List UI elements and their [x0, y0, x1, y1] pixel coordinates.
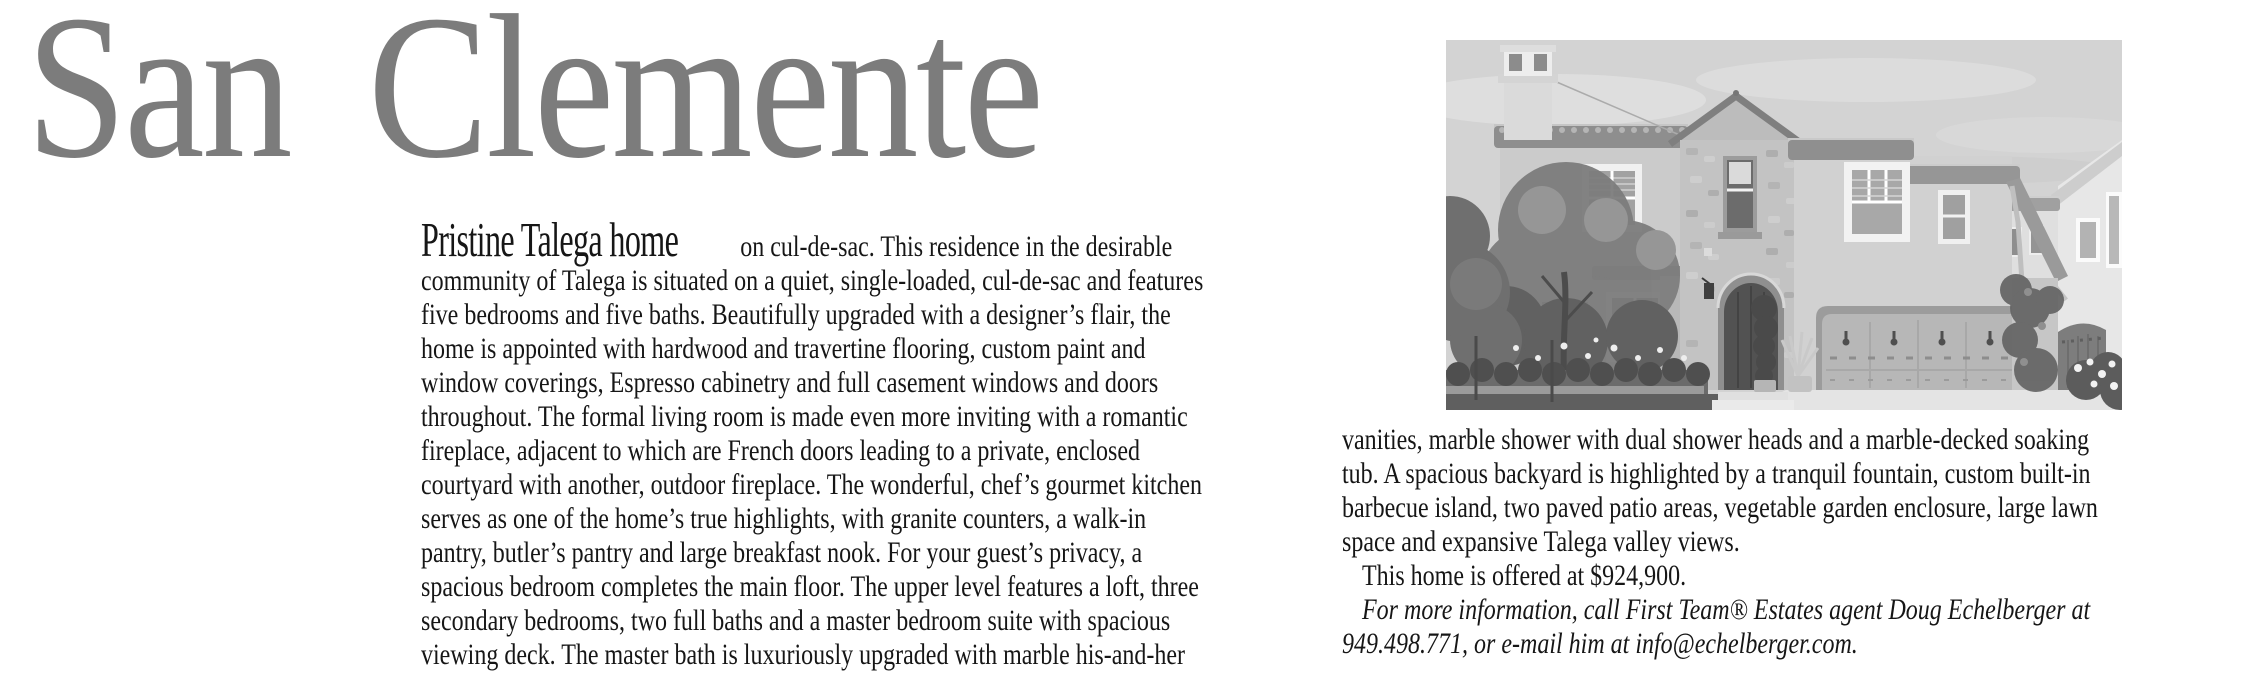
body-text-line: home is appointed with hardwood and travertine flooring, custom paint and [421, 332, 1146, 365]
lead-rest-text: on cul-de-sac. This residence in the desirable [740, 230, 1173, 263]
body-text-line: community of Talega is situated on a quiet, single-loaded, cul-de-sac and features [421, 264, 1204, 297]
body-text-line: tub. A spacious backyard is highlighted by a tranquil fountain, custom built-in [1342, 457, 2091, 490]
lead-line [421, 212, 1389, 267]
contact-text-line: For more information, call First Team® Estates agent Doug Echelberger at [1362, 593, 2091, 626]
body-text-line: spacious bedroom completes the main floor. The upper level features a loft, three [421, 570, 1199, 603]
contact-text-line: 949.498.771, or e-mail him at info@echelberger.com. [1342, 627, 1858, 660]
body-text-line: viewing deck. The master bath is luxuriously upgraded with marble his-and-her [421, 638, 1186, 671]
lead-in-wrap [421, 212, 729, 267]
body-text-line: five bedrooms and five baths. Beautifully upgraded with a designer’s flair, the [421, 298, 1171, 331]
lead-in-text: Pristine Talega home [421, 212, 679, 267]
body-text-line: window coverings, Espresso cabinetry and full casement windows and doors [421, 366, 1159, 399]
left-column-lines [421, 264, 1389, 672]
body-text-line: serves as one of the home’s true highlights, with granite counters, a walk-in [421, 502, 1147, 535]
price-line: This home is offered at $924,900. [1362, 559, 1687, 592]
body-text-line: vanities, marble shower with dual shower heads and a marble-decked soaking [1342, 423, 2090, 456]
body-text-line: space and expansive Talega valley views. [1342, 525, 1740, 558]
contact-lines [1342, 593, 2242, 661]
house-photo [1446, 40, 2122, 410]
page-title: San Clemente [26, 0, 1042, 201]
body-text-line: secondary bedrooms, two full baths and a master bedroom suite with spacious [421, 604, 1171, 637]
article-right-column [1342, 423, 2242, 661]
house-photo-illustration [1446, 40, 2122, 410]
right-column-lines [1342, 423, 2242, 559]
body-text-line: pantry, butler’s pantry and large breakfast nook. For your guest’s privacy, a [421, 536, 1143, 569]
body-text-line: barbecue island, two paved patio areas, vegetable garden enclosure, large lawn [1342, 491, 2098, 524]
body-text-line: fireplace, adjacent to which are French doors leading to a private, enclosed [421, 434, 1141, 467]
body-text-line: throughout. The formal living room is made even more inviting with a romantic [421, 400, 1188, 433]
body-text-line: courtyard with another, outdoor fireplace. The wonderful, chef’s gourmet kitchen [421, 468, 1202, 501]
article-left-column [421, 212, 1389, 672]
